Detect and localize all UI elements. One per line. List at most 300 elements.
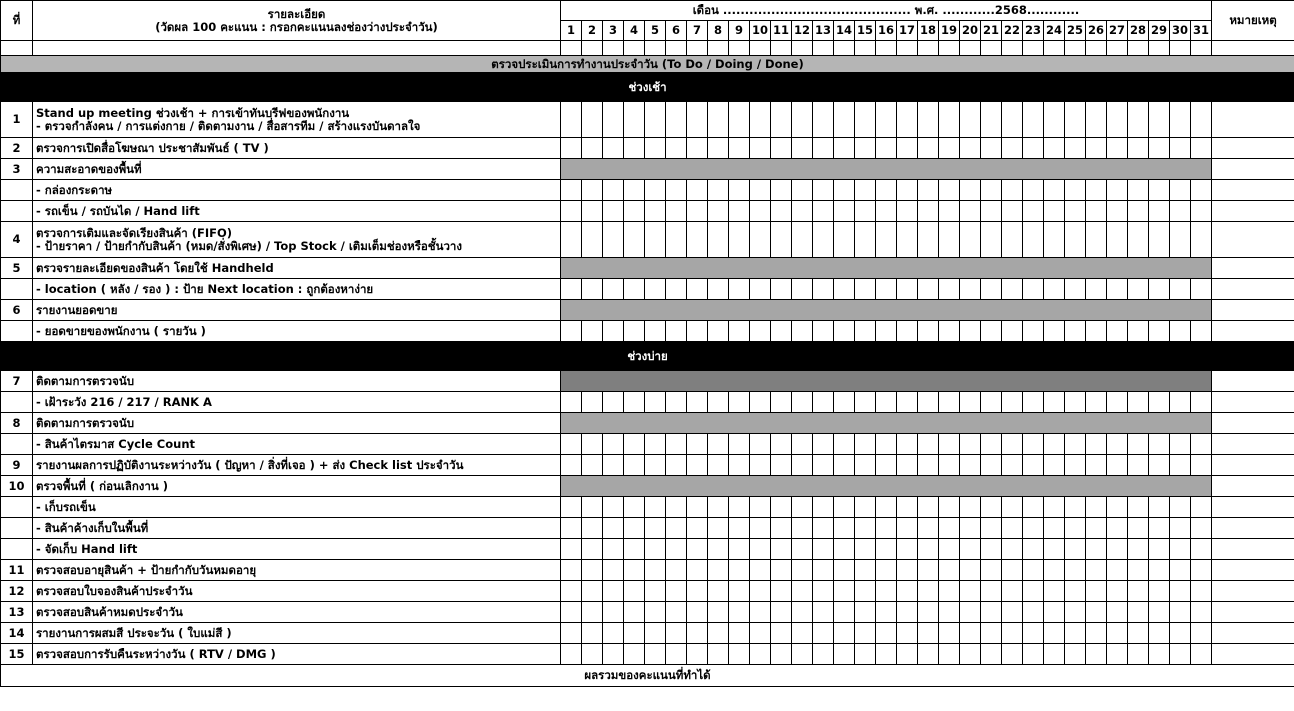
- score-cell-day-4[interactable]: [624, 602, 645, 623]
- score-cell-day-20[interactable]: [960, 180, 981, 201]
- score-cell-day-11[interactable]: [771, 497, 792, 518]
- score-cell-day-18[interactable]: [918, 222, 939, 258]
- score-cell-day-8[interactable]: [708, 201, 729, 222]
- score-cell-day-25[interactable]: [1065, 222, 1086, 258]
- score-cell-day-19[interactable]: [939, 434, 960, 455]
- score-cell-day-4[interactable]: [624, 518, 645, 539]
- score-cell-day-20[interactable]: [960, 560, 981, 581]
- score-cell-day-23[interactable]: [1023, 138, 1044, 159]
- score-cell-day-30[interactable]: [1170, 455, 1191, 476]
- score-cell-day-23[interactable]: [1023, 539, 1044, 560]
- score-cell-day-20[interactable]: [960, 644, 981, 665]
- score-cell-day-24[interactable]: [1044, 434, 1065, 455]
- score-cell-day-2[interactable]: [582, 222, 603, 258]
- score-cell-day-16[interactable]: [876, 518, 897, 539]
- score-cell-day-11[interactable]: [771, 560, 792, 581]
- score-cell-day-11[interactable]: [771, 201, 792, 222]
- score-cell-day-3[interactable]: [603, 455, 624, 476]
- score-cell-day-31[interactable]: [1191, 201, 1212, 222]
- score-cell-day-6[interactable]: [666, 138, 687, 159]
- score-cell-day-8[interactable]: [708, 560, 729, 581]
- score-cell-day-6[interactable]: [666, 279, 687, 300]
- score-cell-day-31[interactable]: [1191, 644, 1212, 665]
- score-cell-day-27[interactable]: [1107, 392, 1128, 413]
- score-cell-day-18[interactable]: [918, 518, 939, 539]
- score-cell-day-6[interactable]: [666, 497, 687, 518]
- score-cell-day-5[interactable]: [645, 434, 666, 455]
- score-cell-day-27[interactable]: [1107, 581, 1128, 602]
- score-cell-day-18[interactable]: [918, 201, 939, 222]
- score-cell-day-3[interactable]: [603, 539, 624, 560]
- score-cell-day-2[interactable]: [582, 102, 603, 138]
- score-cell-day-18[interactable]: [918, 602, 939, 623]
- score-cell-day-31[interactable]: [1191, 392, 1212, 413]
- score-cell-day-6[interactable]: [666, 518, 687, 539]
- score-cell-day-7[interactable]: [687, 102, 708, 138]
- score-cell-day-14[interactable]: [834, 138, 855, 159]
- score-cell-day-11[interactable]: [771, 644, 792, 665]
- score-cell-day-17[interactable]: [897, 539, 918, 560]
- score-cell-day-26[interactable]: [1086, 644, 1107, 665]
- score-cell-day-21[interactable]: [981, 497, 1002, 518]
- score-cell-day-15[interactable]: [855, 279, 876, 300]
- score-cell-day-10[interactable]: [750, 602, 771, 623]
- score-cell-day-16[interactable]: [876, 497, 897, 518]
- score-cell-day-13[interactable]: [813, 138, 834, 159]
- score-cell-day-20[interactable]: [960, 539, 981, 560]
- score-cell-day-17[interactable]: [897, 455, 918, 476]
- score-cell-day-1[interactable]: [561, 321, 582, 342]
- score-cell-day-22[interactable]: [1002, 102, 1023, 138]
- score-cell-day-19[interactable]: [939, 497, 960, 518]
- score-cell-day-17[interactable]: [897, 180, 918, 201]
- score-cell-day-11[interactable]: [771, 138, 792, 159]
- score-cell-day-14[interactable]: [834, 279, 855, 300]
- score-cell-day-25[interactable]: [1065, 518, 1086, 539]
- score-cell-day-30[interactable]: [1170, 602, 1191, 623]
- score-cell-day-23[interactable]: [1023, 644, 1044, 665]
- score-cell-day-9[interactable]: [729, 644, 750, 665]
- score-cell-day-21[interactable]: [981, 602, 1002, 623]
- score-cell-day-4[interactable]: [624, 321, 645, 342]
- score-cell-day-17[interactable]: [897, 644, 918, 665]
- score-cell-day-23[interactable]: [1023, 581, 1044, 602]
- score-cell-day-30[interactable]: [1170, 222, 1191, 258]
- score-cell-day-2[interactable]: [582, 138, 603, 159]
- score-cell-day-26[interactable]: [1086, 138, 1107, 159]
- score-cell-day-23[interactable]: [1023, 222, 1044, 258]
- score-cell-day-17[interactable]: [897, 279, 918, 300]
- score-cell-day-26[interactable]: [1086, 279, 1107, 300]
- score-cell-day-8[interactable]: [708, 102, 729, 138]
- score-cell-day-12[interactable]: [792, 434, 813, 455]
- score-cell-day-10[interactable]: [750, 102, 771, 138]
- score-cell-day-17[interactable]: [897, 518, 918, 539]
- score-cell-day-8[interactable]: [708, 180, 729, 201]
- score-cell-day-3[interactable]: [603, 644, 624, 665]
- score-cell-day-10[interactable]: [750, 581, 771, 602]
- score-cell-day-12[interactable]: [792, 581, 813, 602]
- score-cell-day-23[interactable]: [1023, 180, 1044, 201]
- score-cell-day-13[interactable]: [813, 201, 834, 222]
- score-cell-day-1[interactable]: [561, 455, 582, 476]
- score-cell-day-29[interactable]: [1149, 455, 1170, 476]
- score-cell-day-27[interactable]: [1107, 102, 1128, 138]
- score-cell-day-29[interactable]: [1149, 539, 1170, 560]
- score-cell-day-3[interactable]: [603, 102, 624, 138]
- score-cell-day-13[interactable]: [813, 180, 834, 201]
- score-cell-day-23[interactable]: [1023, 434, 1044, 455]
- score-cell-day-18[interactable]: [918, 644, 939, 665]
- score-cell-day-9[interactable]: [729, 497, 750, 518]
- score-cell-day-26[interactable]: [1086, 518, 1107, 539]
- score-cell-day-28[interactable]: [1128, 497, 1149, 518]
- score-cell-day-16[interactable]: [876, 138, 897, 159]
- score-cell-day-27[interactable]: [1107, 497, 1128, 518]
- score-cell-day-23[interactable]: [1023, 518, 1044, 539]
- score-cell-day-14[interactable]: [834, 392, 855, 413]
- remark-cell[interactable]: [1212, 434, 1294, 455]
- score-cell-day-21[interactable]: [981, 581, 1002, 602]
- remark-cell[interactable]: [1212, 222, 1294, 258]
- score-cell-day-5[interactable]: [645, 602, 666, 623]
- score-cell-day-24[interactable]: [1044, 539, 1065, 560]
- score-cell-day-31[interactable]: [1191, 138, 1212, 159]
- score-cell-day-5[interactable]: [645, 581, 666, 602]
- score-cell-day-15[interactable]: [855, 434, 876, 455]
- score-cell-day-27[interactable]: [1107, 623, 1128, 644]
- score-cell-day-8[interactable]: [708, 644, 729, 665]
- score-cell-day-13[interactable]: [813, 392, 834, 413]
- score-cell-day-31[interactable]: [1191, 560, 1212, 581]
- score-cell-day-31[interactable]: [1191, 623, 1212, 644]
- score-cell-day-30[interactable]: [1170, 581, 1191, 602]
- score-cell-day-31[interactable]: [1191, 602, 1212, 623]
- score-cell-day-24[interactable]: [1044, 201, 1065, 222]
- score-cell-day-31[interactable]: [1191, 180, 1212, 201]
- score-cell-day-9[interactable]: [729, 518, 750, 539]
- score-cell-day-12[interactable]: [792, 644, 813, 665]
- score-cell-day-1[interactable]: [561, 222, 582, 258]
- score-cell-day-17[interactable]: [897, 581, 918, 602]
- score-cell-day-6[interactable]: [666, 539, 687, 560]
- score-cell-day-21[interactable]: [981, 392, 1002, 413]
- score-cell-day-2[interactable]: [582, 434, 603, 455]
- remark-cell[interactable]: [1212, 602, 1294, 623]
- score-cell-day-11[interactable]: [771, 180, 792, 201]
- score-cell-day-24[interactable]: [1044, 392, 1065, 413]
- score-cell-day-24[interactable]: [1044, 602, 1065, 623]
- score-cell-day-27[interactable]: [1107, 138, 1128, 159]
- score-cell-day-18[interactable]: [918, 539, 939, 560]
- score-cell-day-23[interactable]: [1023, 321, 1044, 342]
- score-cell-day-25[interactable]: [1065, 138, 1086, 159]
- score-cell-day-21[interactable]: [981, 560, 1002, 581]
- score-cell-day-21[interactable]: [981, 102, 1002, 138]
- score-cell-day-19[interactable]: [939, 455, 960, 476]
- score-cell-day-3[interactable]: [603, 180, 624, 201]
- score-cell-day-27[interactable]: [1107, 180, 1128, 201]
- score-cell-day-28[interactable]: [1128, 201, 1149, 222]
- score-cell-day-21[interactable]: [981, 321, 1002, 342]
- score-cell-day-10[interactable]: [750, 434, 771, 455]
- score-cell-day-4[interactable]: [624, 539, 645, 560]
- score-cell-day-12[interactable]: [792, 138, 813, 159]
- score-cell-day-14[interactable]: [834, 644, 855, 665]
- score-cell-day-18[interactable]: [918, 279, 939, 300]
- score-cell-day-22[interactable]: [1002, 279, 1023, 300]
- score-cell-day-29[interactable]: [1149, 581, 1170, 602]
- score-cell-day-14[interactable]: [834, 102, 855, 138]
- score-cell-day-4[interactable]: [624, 560, 645, 581]
- score-cell-day-25[interactable]: [1065, 560, 1086, 581]
- score-cell-day-29[interactable]: [1149, 644, 1170, 665]
- score-cell-day-8[interactable]: [708, 321, 729, 342]
- score-cell-day-18[interactable]: [918, 180, 939, 201]
- score-cell-day-19[interactable]: [939, 539, 960, 560]
- score-cell-day-13[interactable]: [813, 539, 834, 560]
- score-cell-day-16[interactable]: [876, 644, 897, 665]
- score-cell-day-30[interactable]: [1170, 279, 1191, 300]
- score-cell-day-6[interactable]: [666, 455, 687, 476]
- score-cell-day-4[interactable]: [624, 392, 645, 413]
- remark-cell[interactable]: [1212, 138, 1294, 159]
- score-cell-day-21[interactable]: [981, 644, 1002, 665]
- score-cell-day-9[interactable]: [729, 102, 750, 138]
- score-cell-day-23[interactable]: [1023, 455, 1044, 476]
- score-cell-day-15[interactable]: [855, 138, 876, 159]
- score-cell-day-13[interactable]: [813, 455, 834, 476]
- score-cell-day-27[interactable]: [1107, 434, 1128, 455]
- score-cell-day-14[interactable]: [834, 602, 855, 623]
- score-cell-day-7[interactable]: [687, 518, 708, 539]
- score-cell-day-21[interactable]: [981, 138, 1002, 159]
- score-cell-day-19[interactable]: [939, 602, 960, 623]
- score-cell-day-4[interactable]: [624, 455, 645, 476]
- score-cell-day-3[interactable]: [603, 497, 624, 518]
- score-cell-day-25[interactable]: [1065, 321, 1086, 342]
- score-cell-day-20[interactable]: [960, 222, 981, 258]
- score-cell-day-1[interactable]: [561, 581, 582, 602]
- score-cell-day-17[interactable]: [897, 201, 918, 222]
- score-cell-day-6[interactable]: [666, 623, 687, 644]
- score-cell-day-28[interactable]: [1128, 644, 1149, 665]
- score-cell-day-19[interactable]: [939, 581, 960, 602]
- score-cell-day-25[interactable]: [1065, 539, 1086, 560]
- score-cell-day-28[interactable]: [1128, 222, 1149, 258]
- score-cell-day-4[interactable]: [624, 279, 645, 300]
- score-cell-day-15[interactable]: [855, 201, 876, 222]
- score-cell-day-4[interactable]: [624, 497, 645, 518]
- score-cell-day-25[interactable]: [1065, 602, 1086, 623]
- score-cell-day-20[interactable]: [960, 392, 981, 413]
- score-cell-day-10[interactable]: [750, 623, 771, 644]
- score-cell-day-7[interactable]: [687, 201, 708, 222]
- remark-cell[interactable]: [1212, 539, 1294, 560]
- score-cell-day-14[interactable]: [834, 560, 855, 581]
- score-cell-day-22[interactable]: [1002, 560, 1023, 581]
- score-cell-day-12[interactable]: [792, 602, 813, 623]
- score-cell-day-24[interactable]: [1044, 455, 1065, 476]
- score-cell-day-15[interactable]: [855, 102, 876, 138]
- score-cell-day-15[interactable]: [855, 539, 876, 560]
- score-cell-day-27[interactable]: [1107, 518, 1128, 539]
- score-cell-day-11[interactable]: [771, 518, 792, 539]
- score-cell-day-1[interactable]: [561, 560, 582, 581]
- score-cell-day-17[interactable]: [897, 102, 918, 138]
- score-cell-day-18[interactable]: [918, 581, 939, 602]
- score-cell-day-12[interactable]: [792, 201, 813, 222]
- score-cell-day-21[interactable]: [981, 623, 1002, 644]
- score-cell-day-14[interactable]: [834, 321, 855, 342]
- score-cell-day-12[interactable]: [792, 102, 813, 138]
- score-cell-day-8[interactable]: [708, 455, 729, 476]
- remark-cell[interactable]: [1212, 102, 1294, 138]
- score-cell-day-9[interactable]: [729, 279, 750, 300]
- score-cell-day-5[interactable]: [645, 102, 666, 138]
- score-cell-day-31[interactable]: [1191, 455, 1212, 476]
- score-cell-day-20[interactable]: [960, 279, 981, 300]
- score-cell-day-15[interactable]: [855, 222, 876, 258]
- score-cell-day-24[interactable]: [1044, 102, 1065, 138]
- score-cell-day-28[interactable]: [1128, 518, 1149, 539]
- score-cell-day-28[interactable]: [1128, 560, 1149, 581]
- score-cell-day-22[interactable]: [1002, 455, 1023, 476]
- score-cell-day-22[interactable]: [1002, 434, 1023, 455]
- score-cell-day-2[interactable]: [582, 497, 603, 518]
- score-cell-day-3[interactable]: [603, 434, 624, 455]
- score-cell-day-29[interactable]: [1149, 180, 1170, 201]
- score-cell-day-16[interactable]: [876, 560, 897, 581]
- score-cell-day-7[interactable]: [687, 434, 708, 455]
- score-cell-day-3[interactable]: [603, 138, 624, 159]
- score-cell-day-15[interactable]: [855, 392, 876, 413]
- score-cell-day-16[interactable]: [876, 602, 897, 623]
- score-cell-day-7[interactable]: [687, 279, 708, 300]
- score-cell-day-13[interactable]: [813, 279, 834, 300]
- score-cell-day-19[interactable]: [939, 138, 960, 159]
- score-cell-day-24[interactable]: [1044, 497, 1065, 518]
- score-cell-day-30[interactable]: [1170, 102, 1191, 138]
- score-cell-day-23[interactable]: [1023, 102, 1044, 138]
- score-cell-day-23[interactable]: [1023, 279, 1044, 300]
- score-cell-day-7[interactable]: [687, 602, 708, 623]
- score-cell-day-13[interactable]: [813, 560, 834, 581]
- score-cell-day-7[interactable]: [687, 623, 708, 644]
- score-cell-day-15[interactable]: [855, 518, 876, 539]
- score-cell-day-18[interactable]: [918, 138, 939, 159]
- score-cell-day-11[interactable]: [771, 455, 792, 476]
- score-cell-day-31[interactable]: [1191, 222, 1212, 258]
- remark-cell[interactable]: [1212, 560, 1294, 581]
- score-cell-day-3[interactable]: [603, 602, 624, 623]
- score-cell-day-2[interactable]: [582, 644, 603, 665]
- score-cell-day-3[interactable]: [603, 518, 624, 539]
- remark-cell[interactable]: [1212, 497, 1294, 518]
- score-cell-day-12[interactable]: [792, 455, 813, 476]
- remark-cell[interactable]: [1212, 258, 1294, 279]
- score-cell-day-1[interactable]: [561, 138, 582, 159]
- score-cell-day-16[interactable]: [876, 279, 897, 300]
- score-cell-day-10[interactable]: [750, 644, 771, 665]
- score-cell-day-14[interactable]: [834, 222, 855, 258]
- score-cell-day-26[interactable]: [1086, 455, 1107, 476]
- score-cell-day-17[interactable]: [897, 497, 918, 518]
- score-cell-day-2[interactable]: [582, 581, 603, 602]
- score-cell-day-14[interactable]: [834, 434, 855, 455]
- remark-cell[interactable]: [1212, 159, 1294, 180]
- score-cell-day-5[interactable]: [645, 180, 666, 201]
- score-cell-day-10[interactable]: [750, 518, 771, 539]
- score-cell-day-16[interactable]: [876, 222, 897, 258]
- score-cell-day-5[interactable]: [645, 279, 666, 300]
- score-cell-day-28[interactable]: [1128, 581, 1149, 602]
- score-cell-day-19[interactable]: [939, 279, 960, 300]
- score-cell-day-26[interactable]: [1086, 581, 1107, 602]
- score-cell-day-15[interactable]: [855, 581, 876, 602]
- score-cell-day-16[interactable]: [876, 180, 897, 201]
- score-cell-day-30[interactable]: [1170, 560, 1191, 581]
- score-cell-day-26[interactable]: [1086, 602, 1107, 623]
- score-cell-day-13[interactable]: [813, 321, 834, 342]
- remark-cell[interactable]: [1212, 455, 1294, 476]
- score-cell-day-23[interactable]: [1023, 201, 1044, 222]
- score-cell-day-23[interactable]: [1023, 602, 1044, 623]
- score-cell-day-1[interactable]: [561, 644, 582, 665]
- score-cell-day-18[interactable]: [918, 392, 939, 413]
- score-cell-day-26[interactable]: [1086, 623, 1107, 644]
- score-cell-day-5[interactable]: [645, 497, 666, 518]
- score-cell-day-28[interactable]: [1128, 102, 1149, 138]
- score-cell-day-18[interactable]: [918, 497, 939, 518]
- score-cell-day-11[interactable]: [771, 623, 792, 644]
- score-cell-day-11[interactable]: [771, 602, 792, 623]
- score-cell-day-2[interactable]: [582, 279, 603, 300]
- score-cell-day-21[interactable]: [981, 539, 1002, 560]
- score-cell-day-20[interactable]: [960, 321, 981, 342]
- score-cell-day-12[interactable]: [792, 321, 813, 342]
- score-cell-day-15[interactable]: [855, 623, 876, 644]
- score-cell-day-10[interactable]: [750, 138, 771, 159]
- score-cell-day-10[interactable]: [750, 180, 771, 201]
- score-cell-day-14[interactable]: [834, 518, 855, 539]
- score-cell-day-5[interactable]: [645, 201, 666, 222]
- score-cell-day-2[interactable]: [582, 455, 603, 476]
- score-cell-day-16[interactable]: [876, 455, 897, 476]
- score-cell-day-11[interactable]: [771, 222, 792, 258]
- score-cell-day-1[interactable]: [561, 102, 582, 138]
- score-cell-day-6[interactable]: [666, 434, 687, 455]
- score-cell-day-6[interactable]: [666, 560, 687, 581]
- score-cell-day-9[interactable]: [729, 455, 750, 476]
- score-cell-day-9[interactable]: [729, 321, 750, 342]
- score-cell-day-2[interactable]: [582, 180, 603, 201]
- score-cell-day-16[interactable]: [876, 581, 897, 602]
- score-cell-day-24[interactable]: [1044, 180, 1065, 201]
- score-cell-day-9[interactable]: [729, 222, 750, 258]
- score-cell-day-29[interactable]: [1149, 138, 1170, 159]
- score-cell-day-9[interactable]: [729, 581, 750, 602]
- score-cell-day-19[interactable]: [939, 560, 960, 581]
- score-cell-day-3[interactable]: [603, 623, 624, 644]
- score-cell-day-20[interactable]: [960, 201, 981, 222]
- score-cell-day-12[interactable]: [792, 180, 813, 201]
- score-cell-day-16[interactable]: [876, 434, 897, 455]
- score-cell-day-10[interactable]: [750, 279, 771, 300]
- score-cell-day-13[interactable]: [813, 102, 834, 138]
- score-cell-day-12[interactable]: [792, 623, 813, 644]
- score-cell-day-20[interactable]: [960, 455, 981, 476]
